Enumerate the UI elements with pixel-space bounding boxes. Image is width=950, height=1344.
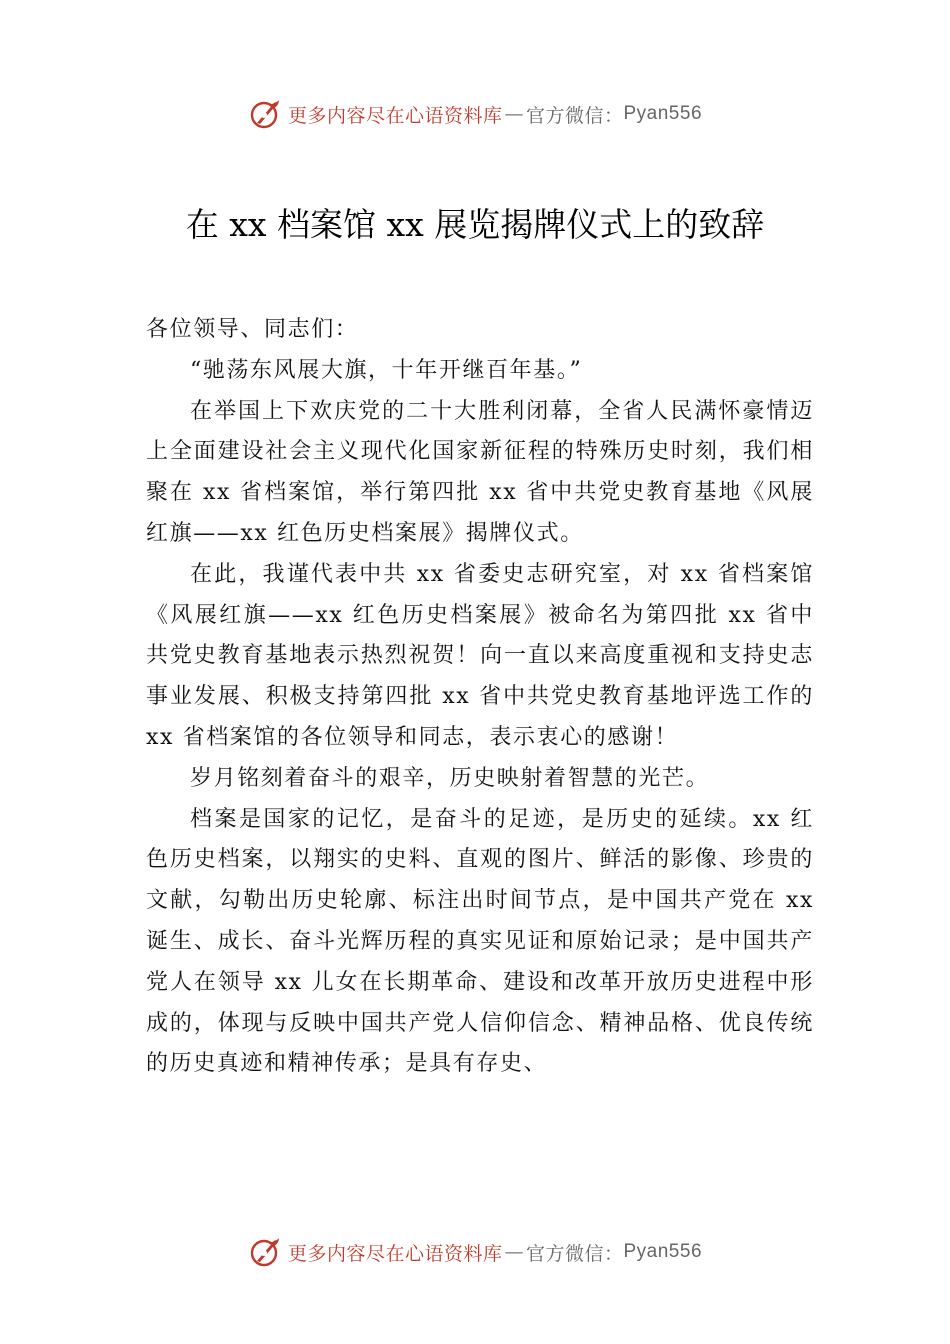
banner-site-text: 更多内容尽在心语资料库 [287, 104, 503, 127]
banner-wechat-label: 官方微信： [525, 1242, 624, 1265]
document-title: 在 xx 档案馆 xx 展览揭牌仪式上的致辞 [185, 205, 765, 244]
salutation: 各位领导、同志们： [146, 317, 359, 342]
document-body [146, 310, 814, 1085]
paragraph: “驰荡东风展大旗，十年开继百年基。” [190, 357, 583, 383]
banner-wechat-id: Pyan556 [623, 1241, 703, 1262]
header-banner [0, 92, 950, 136]
quill-pen-seal-icon [248, 1235, 282, 1269]
banner-separator: — [504, 1241, 524, 1263]
footer-banner [0, 1230, 950, 1274]
paragraph: 档案是国家的记忆，是奋斗的足迹，是历史的延续。xx 红色历史档案，以翔实的史料、直观的图片、鲜活的影像、珍贵的文献，勾勒出历史轮廓、标注出时间节点，是中国共产党在 xx 诞生、成长、奋斗光辉历程的真实见证和原始记录；是中国共产党人在领导 xx 儿女在长期革命、建设和改革开放历史进程中形成的，体现与反映中国共产党人信仰信念、精神品格、优良传统的历史真迹和精神传承；是具有存史、 [146, 806, 814, 1077]
paragraph: 在此，我谨代表中共 xx 省委史志研究室，对 xx 省档案馆《风展红旗——xx 红色历史档案展》被命名为第四批 xx 省中共党史教育基地表示热烈祝贺！向一直以来高度重视和支持史志事业发展、积极支持第四批 xx 省中共党史教育基地评选工作的 xx 省档案馆的各位领导和同志，表示衷心的感谢！ [146, 561, 814, 750]
banner-site-text: 更多内容尽在心语资料库 [287, 1242, 503, 1265]
banner-wechat-id: Pyan556 [623, 103, 703, 124]
banner-wechat-label: 官方微信： [525, 104, 624, 127]
quill-pen-seal-icon [248, 97, 282, 131]
paragraph: 在举国上下欢庆党的二十大胜利闭幕，全省人民满怀豪情迈上全面建设社会主义现代化国家新征程的特殊历史时刻，我们相聚在 xx 省档案馆，举行第四批 xx 省中共党史教育基地《风展红旗——xx 红色历史档案展》揭牌仪式。 [146, 398, 814, 546]
banner-separator: — [504, 103, 524, 125]
paragraph: 岁月铭刻着奋斗的艰辛，历史映射着智慧的光芒。 [190, 765, 710, 791]
